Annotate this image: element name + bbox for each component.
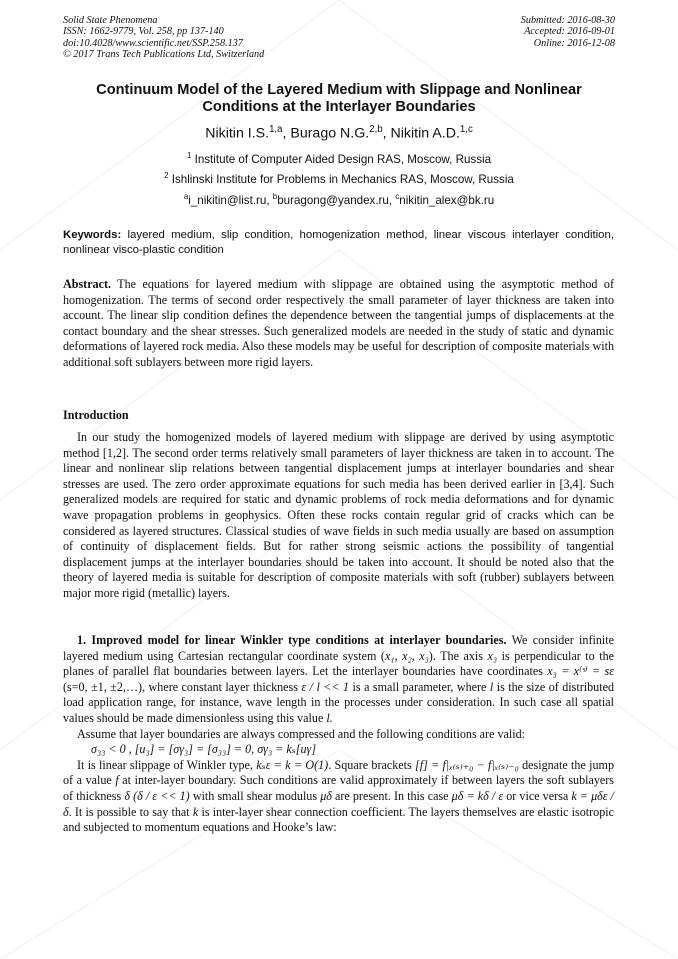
online-date: Online: 2016-12-08	[533, 37, 615, 49]
introduction-paragraph: In our study the homogenized models of layered medium with slippage are derived by using asymptotic method [1,2]. The second order terms relatively small parameters of layer thickness are taken in to account. The linear and nonlinear slip relations between tangential displacement jumps at interlayer boundaries and shear stresses are used. The zero order approximate equations for such media has been derived earlier in [3,4]. Such generalized models are required for static and dynamic problems of rock media deformations and for dynamic wave propagation problems in geophysics. Often these rocks contain regular grid of cracks which can be considered as layered structures. Classical studies of wave fields in such media usually are based on assumption of continuity of displacement fields. But for rather strong seismic actions the possibility of tangential displacement jumps at the interlayer boundaries should be taken into account. It should be noted also that the theory of layered media is suitable for description of composite materials with soft (rubber) sublayers between major more rigid (metallic) layers.	[63, 430, 614, 600]
email-b-sup: b	[272, 192, 278, 201]
l-end-math: l.	[326, 710, 333, 725]
delta-math: δ	[124, 788, 130, 803]
title-line-1: Continuum Model of the Layered Medium with Slippage and Nonlinear	[96, 82, 582, 98]
journal-copyright: © 2017 Trans Tech Publications Ltd, Switzerland	[63, 49, 265, 61]
author-emails	[40, 192, 638, 207]
email-b[interactable]: buragong@yandex.ru,	[277, 193, 396, 207]
email-a[interactable]: i_nikitin@list.ru,	[188, 193, 273, 207]
section-1-text: are present. In this case	[331, 788, 452, 803]
small-parameter-math: ε / l << 1	[301, 679, 350, 694]
author-1-sup: 1,a	[269, 124, 283, 135]
mu-math: μδ	[320, 788, 332, 803]
journal-name: Solid State Phenomena	[63, 15, 158, 26]
author-list	[40, 124, 638, 142]
section-1-text: with small shear modulus	[189, 788, 321, 803]
section-1-block	[63, 633, 614, 836]
author-1: Nikitin I.S.	[205, 125, 270, 142]
jump-bracket-equation: [f] = f|ₓ₍ₛ₎₊₀ − f|ₓ₍ₛ₎₋₀	[415, 757, 519, 772]
l-math: l	[489, 679, 494, 694]
affiliation-2	[40, 171, 638, 186]
section-1-text: . Square brackets	[328, 757, 416, 772]
assumption-paragraph: Assume that layer boundaries are always compressed and the following conditions are valid:	[77, 726, 526, 741]
abstract-block	[63, 277, 614, 371]
email-c[interactable]: nikitin_alex@bk.ru	[399, 193, 495, 207]
section-1-text: is the size of distributed load application range, for instance, wave length in the processes under consideration. In such case all spatial values should be made dimensionless using this value	[63, 679, 614, 725]
delta-condition-math: (δ / ε << 1)	[129, 788, 190, 803]
f-math: f	[115, 773, 119, 788]
section-1-text: . It is possible to say that	[68, 804, 193, 819]
section-1-text: is a small parameter, where	[349, 679, 490, 694]
k-inverse-equation: k = μδε / δ	[63, 788, 615, 819]
keywords-text: layered medium, slip condition, homogenization method, linear viscous interlayer condition, nonlinear visco-plastic condition	[63, 229, 615, 257]
section-1-text: ). The axis	[428, 648, 488, 663]
email-c-sup: c	[395, 192, 400, 201]
affiliation-2-sup: 2	[164, 171, 169, 180]
mu-equation: μδ = kδ / ε	[451, 788, 504, 803]
submitted-date: Submitted: 2016-08-30	[520, 15, 615, 26]
section-1-text: is perpendicular to the planes of parallel flat boundaries between layers. Let the interlayer boundaries have coordinates	[63, 648, 615, 679]
author-3: Nikitin A.D.	[390, 125, 460, 142]
section-1-text: is inter-layer shear connection coefficient. The layers themselves are elastic isotropic and subjected to momentum equations and Hooke’s law:	[63, 804, 614, 835]
introduction-heading: Introduction	[63, 408, 129, 422]
k-math: k	[192, 804, 199, 819]
journal-issn: ISSN: 1662-9779, Vol. 258, pp 137-140	[63, 26, 224, 38]
title-line-2: Conditions at the Interlayer Boundaries	[202, 99, 476, 115]
author-3-sup: 1,c	[459, 124, 473, 135]
section-1-text: We consider infinite layered medium using Cartesian rectangular coordinate system (	[63, 633, 614, 663]
coords-math: x₁, x₂, x₃	[384, 648, 429, 663]
x3-math: x₃	[487, 648, 498, 663]
section-1-heading: 1. Improved model for linear Winkler type conditions at interlayer boundaries.	[77, 633, 507, 647]
affiliation-1-sup: 1	[186, 151, 192, 160]
author-2: Burago N.G.	[290, 125, 370, 142]
keywords-label: Keywords:	[63, 229, 122, 241]
journal-doi: doi:10.4028/www.scientific.net/SSP.258.137	[63, 37, 243, 49]
affiliation-1	[40, 151, 638, 166]
boundary-conditions-equation: σ₃₃ < 0 , [u₃] = [σγ₃] = [σ₃₃] = 0, σγ₃ = kₛ[uγ]	[91, 742, 317, 757]
section-1-text: , where constant layer thickness	[142, 679, 302, 694]
k-equation: kₛε = k = O(1)	[256, 757, 329, 772]
keywords-block	[63, 228, 614, 258]
section-1-text: designate the jump of a value	[63, 757, 614, 788]
section-1-text: or vice versa	[503, 788, 572, 803]
affiliation-1-text: Institute of Computer Aided Design RAS, Moscow, Russia	[194, 152, 492, 166]
affiliation-2-text: Ishlinski Institute for Problems in Mechanics RAS, Moscow, Russia	[171, 172, 514, 186]
accepted-date: Accepted: 2016-09-01	[524, 26, 615, 38]
paper-title	[40, 82, 638, 116]
winkler-paragraph	[63, 758, 614, 836]
journal-header-right	[521, 15, 615, 49]
abstract-text: The equations for layered medium with slippage are obtained using the asymptotic method of homogenization. The terms of second order respectively the small parameter of layer thickness are taken into account. The linear slip condition defines the dependence between the tangential jumps of displacements at the contact boundary and the shear stresses. Such generalized models are needed in the study of static and dynamic deformations of layered rock media. Also these models may be useful for description of composite materials with additional soft sublayers between more rigid layers.	[63, 277, 614, 369]
section-1-text: It is linear slippage of Winkler type,	[77, 757, 257, 772]
abstract-label: Abstract.	[63, 277, 112, 291]
author-separator: ,	[282, 125, 291, 142]
boundary-coordinate-equation: x₃ = x⁽ˢ⁾ = sε	[547, 664, 614, 679]
s-range-math: (s=0, ±1, ±2,…)	[63, 679, 143, 694]
author-2-sup: 2,b	[369, 124, 383, 135]
journal-header-left	[63, 15, 264, 61]
section-1-text: at inter-layer boundary. Such conditions are valid approximately if between layers the soft sublayers of thickness	[63, 773, 615, 803]
author-separator: ,	[382, 125, 391, 142]
email-a-sup: a	[183, 192, 189, 201]
